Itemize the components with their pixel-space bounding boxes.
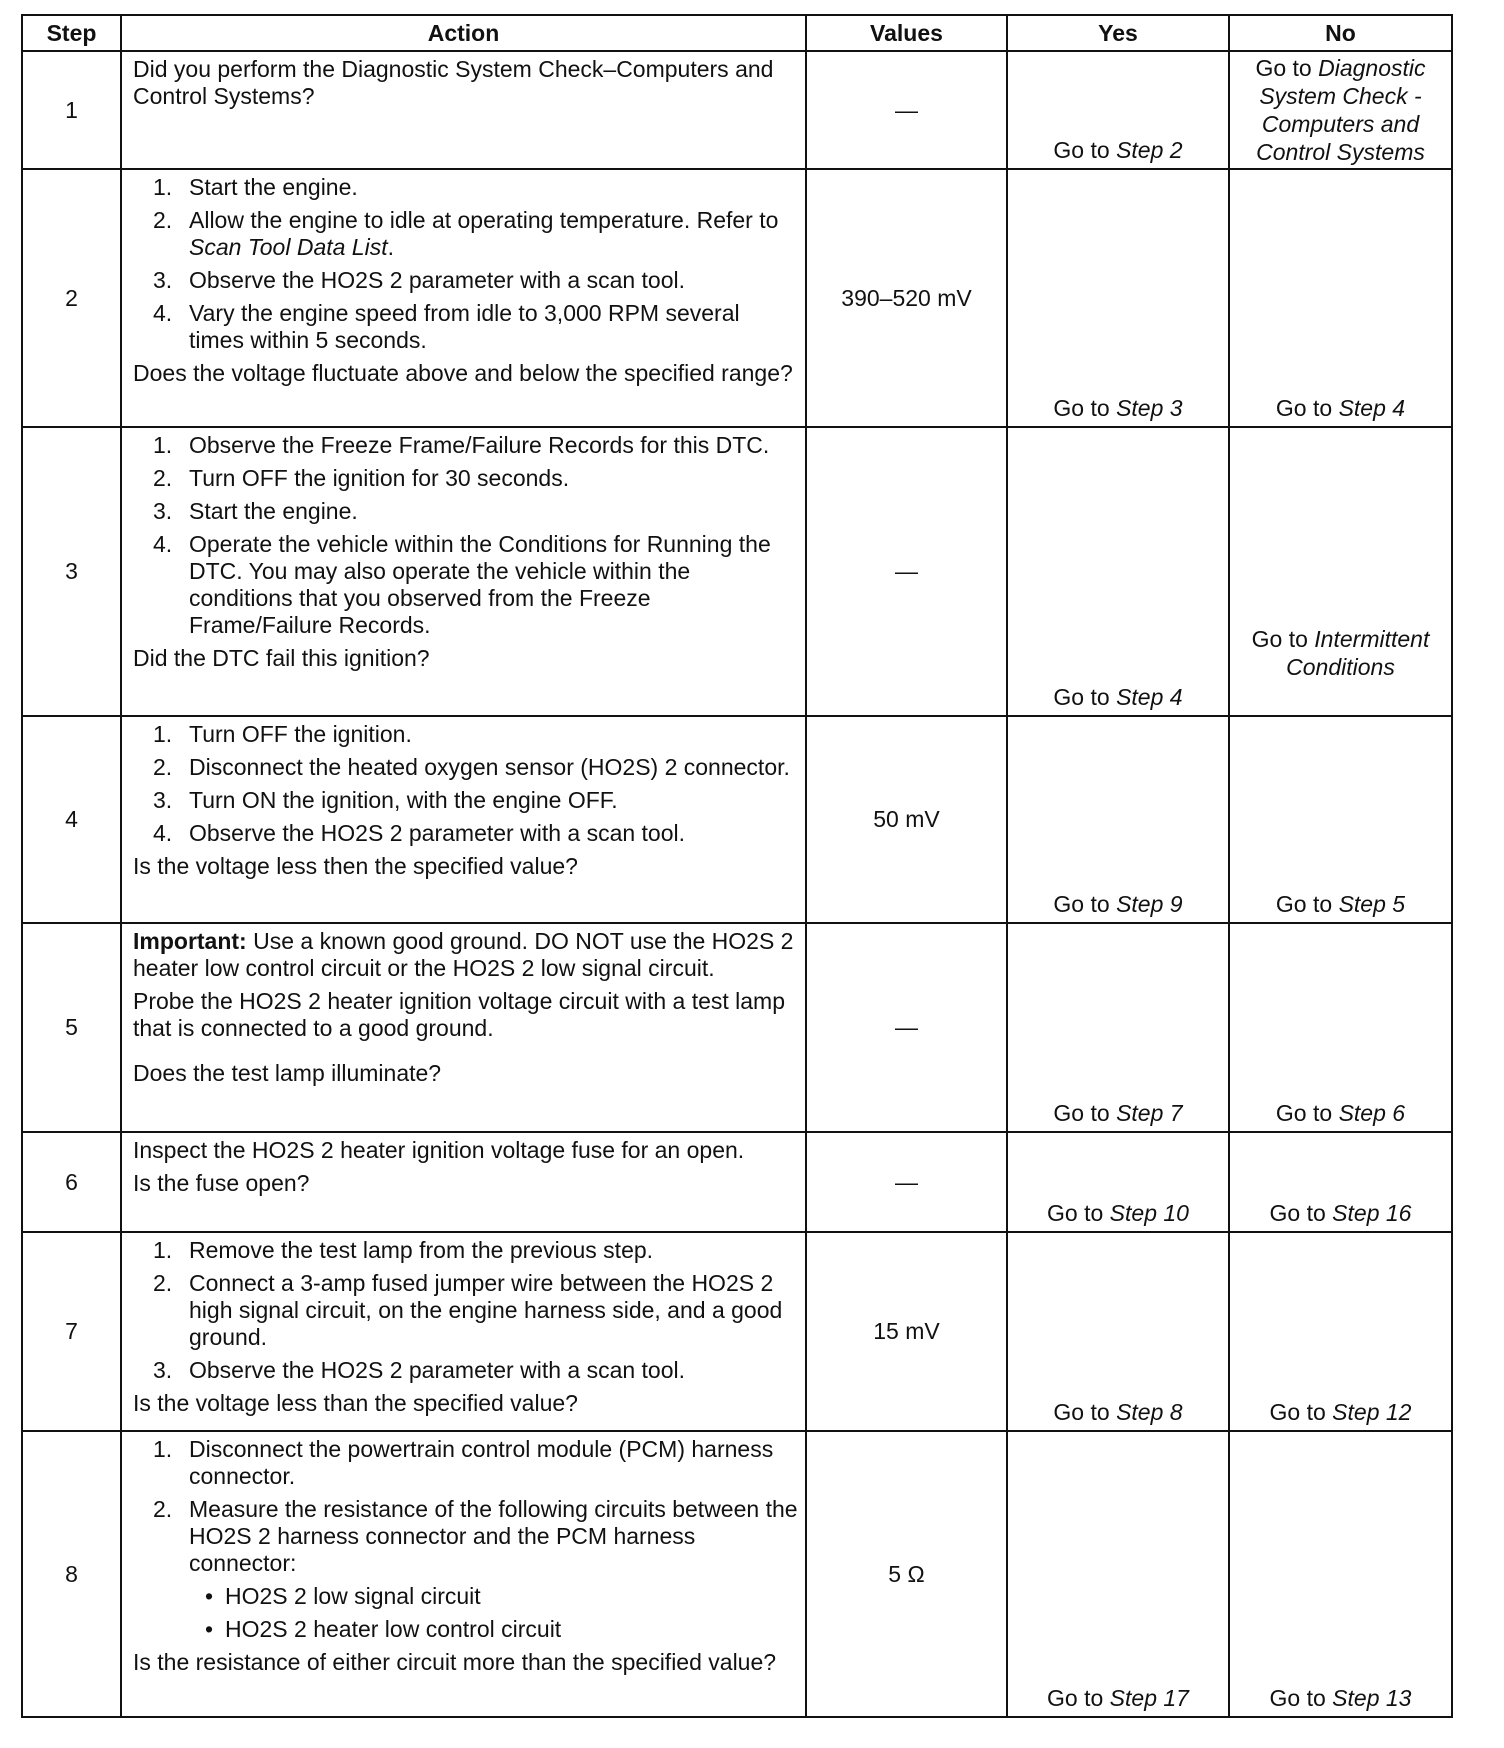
table-row [22, 169, 1452, 427]
go-to-label: Go to [1275, 395, 1333, 421]
no-cell[interactable] [1229, 923, 1452, 1132]
go-to-label: Go to [1053, 1399, 1110, 1425]
step-index: 1. [153, 432, 173, 458]
step-index: 2. [153, 207, 173, 233]
action-step: 3. Turn ON the ignition, with the engine OFF. [153, 787, 618, 813]
go-to-label: Go to [1053, 1100, 1110, 1126]
action-step: 3. Observe the HO2S 2 parameter with a scan tool. [153, 1357, 686, 1383]
step-index: 4. [153, 300, 173, 326]
go-to-label: Go to [1053, 395, 1110, 421]
action-question: Is the resistance of either circuit more than the specified value? [133, 1649, 777, 1675]
step-index: 1. [153, 1237, 173, 1263]
no-link[interactable]: Step 16 [1332, 1200, 1412, 1226]
yes-link[interactable]: Step 9 [1116, 891, 1183, 917]
value-cell: — [806, 1132, 1007, 1232]
action-step: 1. Start the engine. [153, 174, 358, 200]
action-step: 3. Observe the HO2S 2 parameter with a scan tool. [153, 267, 686, 293]
value-cell: 390–520 mV [806, 169, 1007, 427]
go-to-label: Go to [1047, 1685, 1104, 1711]
yes-cell[interactable] [1007, 923, 1229, 1132]
action-step: 2. Connect a 3-amp fused jumper wire between the HO2S 2 high signal circuit, on the engine harness side, and a good ground. [153, 1270, 783, 1350]
value-cell: — [806, 427, 1007, 716]
yes-cell[interactable] [1007, 51, 1229, 169]
step-index: 2. [153, 1270, 173, 1296]
step-number: 1 [22, 51, 121, 169]
no-link[interactable]: Diagnostic System Check - Computers and Control Systems [1256, 55, 1426, 165]
step-index: 3. [153, 267, 173, 293]
table-row [22, 1431, 1452, 1717]
no-cell[interactable] [1229, 1132, 1452, 1232]
action-cell [121, 1232, 806, 1431]
action-step: 2. Turn OFF the ignition for 30 seconds. [153, 465, 570, 491]
action-cell [121, 169, 806, 427]
step-number: 3 [22, 427, 121, 716]
no-cell[interactable] [1229, 51, 1452, 169]
header-yes: Yes [1007, 15, 1229, 51]
step-number: 8 [22, 1431, 121, 1717]
header-action: Action [121, 15, 806, 51]
step-number: 7 [22, 1232, 121, 1431]
table-row [22, 1232, 1452, 1431]
important-label: Important: [133, 928, 247, 954]
reference-link[interactable]: Scan Tool Data List [189, 234, 388, 260]
action-question: Is the voltage less than the specified value? [133, 1390, 578, 1416]
action-steps [133, 1436, 799, 1577]
yes-cell[interactable] [1007, 1132, 1229, 1232]
go-to-label: Go to [1047, 1200, 1104, 1226]
action-step: 4. Observe the HO2S 2 parameter with a scan tool. [153, 820, 686, 846]
header-values: Values [806, 15, 1007, 51]
no-link[interactable]: Step 12 [1332, 1399, 1412, 1425]
action-question: Is the fuse open? [133, 1170, 310, 1196]
no-cell[interactable] [1229, 716, 1452, 923]
no-cell[interactable] [1229, 1431, 1452, 1717]
step-number: 2 [22, 169, 121, 427]
action-cell [121, 923, 806, 1132]
go-to-label: Go to [1269, 1399, 1326, 1425]
action-step: 2. Measure the resistance of the following circuits between the HO2S 2 harness connector and the PCM harness connector: [153, 1496, 798, 1576]
step-index: 3. [153, 1357, 173, 1383]
action-cell [121, 1132, 806, 1232]
action-step: 3. Start the engine. [153, 498, 358, 524]
step-index: 1. [153, 721, 173, 747]
important-note: Important: Use a known good ground. DO NOT use the HO2S 2 heater low control circuit or the HO2S 2 low signal circuit. [133, 928, 794, 981]
table-row [22, 427, 1452, 716]
yes-link[interactable]: Step 4 [1116, 684, 1183, 710]
table-row [22, 1132, 1452, 1232]
yes-link[interactable]: Step 17 [1109, 1685, 1189, 1711]
table-row [22, 51, 1452, 169]
no-link[interactable]: Intermittent Conditions [1286, 626, 1430, 680]
go-to-label: Go to [1053, 137, 1110, 163]
yes-cell[interactable] [1007, 716, 1229, 923]
action-steps [133, 432, 799, 639]
action-question: Did you perform the Diagnostic System Check–Computers and Control Systems? [133, 56, 774, 109]
action-question: Does the test lamp illuminate? [133, 1060, 442, 1086]
no-cell[interactable] [1229, 427, 1452, 716]
yes-link[interactable]: Step 7 [1116, 1100, 1183, 1126]
list-item: • HO2S 2 heater low control circuit [205, 1616, 562, 1642]
action-cell [121, 1431, 806, 1717]
step-index: 3. [153, 787, 173, 813]
header-step: Step [22, 15, 121, 51]
go-to-label: Go to [1275, 1100, 1333, 1126]
value-cell: 50 mV [806, 716, 1007, 923]
action-question: Did the DTC fail this ignition? [133, 645, 430, 671]
step-index: 2. [153, 754, 173, 780]
step-index: 3. [153, 498, 173, 524]
step-index: 4. [153, 820, 173, 846]
action-cell [121, 427, 806, 716]
header-no: No [1229, 15, 1452, 51]
step-number: 5 [22, 923, 121, 1132]
step-number: 4 [22, 716, 121, 923]
yes-cell[interactable] [1007, 1232, 1229, 1431]
action-cell [121, 51, 806, 169]
go-to-label: Go to [1251, 626, 1308, 652]
yes-cell[interactable] [1007, 427, 1229, 716]
step-index: 2. [153, 465, 173, 491]
go-to-label: Go to [1053, 684, 1110, 710]
action-step: 1. Disconnect the powertrain control module (PCM) harness connector. [153, 1436, 774, 1489]
yes-link[interactable]: Step 8 [1116, 1399, 1183, 1425]
step-index: 1. [153, 1436, 173, 1462]
action-cell [121, 716, 806, 923]
no-link[interactable]: Step 5 [1338, 891, 1406, 917]
action-instruction: Inspect the HO2S 2 heater ignition voltage fuse for an open. [133, 1137, 745, 1163]
no-cell[interactable] [1229, 169, 1452, 427]
action-step: 1. Observe the Freeze Frame/Failure Records for this DTC. [153, 432, 770, 458]
step-number: 6 [22, 1132, 121, 1232]
go-to-label: Go to [1269, 1200, 1326, 1226]
action-question: Does the voltage fluctuate above and below the specified range? [133, 360, 793, 386]
header-row [22, 15, 1452, 51]
step-index: 4. [153, 531, 173, 557]
yes-cell[interactable] [1007, 169, 1229, 427]
diagnostic-table [21, 14, 1453, 1718]
go-to-label: Go to [1053, 891, 1110, 917]
bullet-icon: • [205, 1616, 214, 1642]
value-cell: 5 Ω [806, 1431, 1007, 1717]
yes-link[interactable]: Step 2 [1116, 137, 1183, 163]
action-step: 2. Allow the engine to idle at operating temperature. Refer to Scan Tool Data List. [153, 207, 779, 260]
no-link[interactable]: Step 13 [1332, 1685, 1412, 1711]
action-instruction: Probe the HO2S 2 heater ignition voltage circuit with a test lamp that is connected to a good ground. [133, 988, 786, 1041]
bullet-icon: • [205, 1583, 214, 1609]
value-cell: — [806, 51, 1007, 169]
action-steps [133, 721, 799, 847]
yes-link[interactable]: Step 3 [1116, 395, 1183, 421]
no-link[interactable]: Step 6 [1338, 1100, 1406, 1126]
table-row [22, 923, 1452, 1132]
action-step: 4. Vary the engine speed from idle to 3,000 RPM several times within 5 seconds. [153, 300, 740, 353]
go-to-label: Go to [1269, 1685, 1326, 1711]
circuit-list [133, 1583, 799, 1643]
value-cell: — [806, 923, 1007, 1132]
no-link[interactable]: Step 4 [1338, 395, 1406, 421]
action-steps [133, 174, 799, 354]
action-step: 1. Remove the test lamp from the previous step. [153, 1237, 654, 1263]
action-question: Is the voltage less then the specified value? [133, 853, 578, 879]
yes-link[interactable]: Step 10 [1109, 1200, 1189, 1226]
list-item: • HO2S 2 low signal circuit [205, 1583, 481, 1609]
no-cell[interactable] [1229, 1232, 1452, 1431]
action-step: 1. Turn OFF the ignition. [153, 721, 412, 747]
table-row [22, 716, 1452, 923]
action-step: 4. Operate the vehicle within the Conditions for Running the DTC. You may also operate the vehicle within the conditions that you observed from the Freeze Frame/Failure Records. [153, 531, 771, 638]
go-to-label: Go to [1255, 55, 1312, 81]
action-step: 2. Disconnect the heated oxygen sensor (HO2S) 2 connector. [153, 754, 790, 780]
step-index: 2. [153, 1496, 173, 1522]
step-index: 1. [153, 174, 173, 200]
value-cell: 15 mV [806, 1232, 1007, 1431]
go-to-label: Go to [1275, 891, 1333, 917]
yes-cell[interactable] [1007, 1431, 1229, 1717]
action-steps [133, 1237, 799, 1384]
